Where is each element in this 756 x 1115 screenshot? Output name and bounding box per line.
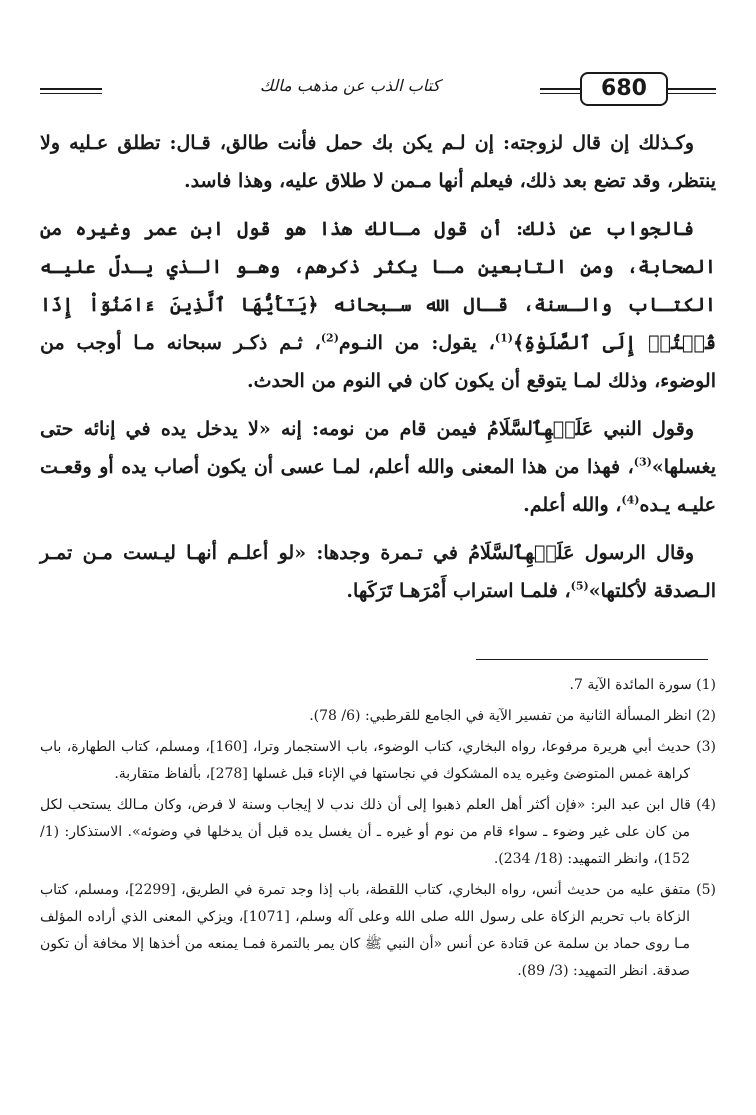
paragraph-1 bbox=[40, 124, 716, 200]
paragraph-4 bbox=[40, 534, 716, 610]
footnote-ref-4: (4) bbox=[621, 493, 640, 507]
footnote-2: (2) انظر المسألة الثانية من تفسير الآية في الجامع للقرطبي: (6/ 78). bbox=[309, 708, 716, 724]
paragraph-2-text-b: ، يقول: من النـوم bbox=[338, 332, 495, 354]
header-rule-right-bottom bbox=[668, 93, 716, 94]
main-text bbox=[40, 124, 716, 620]
footnote-separator bbox=[476, 659, 708, 660]
footnote-3: (3) حديث أبي هريرة مرفوعا، رواه البخاري، كتاب الوضوء، باب الاستجمار وترا، [160]، ومسلم، كتاب الطهارة، باب كراهة غمس المتوضئ وغيره يده المشكوك في نجاستها في الإناء قبل غسلها [278]، بألفاظ متقاربة. bbox=[40, 739, 716, 782]
header-rule-left-top bbox=[40, 88, 102, 90]
footnote-ref-5: (5) bbox=[570, 579, 589, 593]
paragraph-4-text-b: ، فلمـا استراب أَمْرَهـا تَرَكَها. bbox=[346, 580, 571, 602]
paragraph-2-text-c: ، ثـم ذكـر سبحانه مـا أوجب من الوضوء، وذلك لمـا يتوقع أن يكون كان في النوم من الحدث. bbox=[40, 332, 716, 392]
footnote-4: (4) قال ابن عبد البر: «فإن أكثر أهل العلم ذهبوا إلى أن ذلك ندب لا إيجاب وسنة لا فرض، وكان مـالك يستحب لكل من كان على غير وضوء ـ سواء قام من نوم أو غيره ـ أن يغسل يده قبل أن يدخلها في وضوئه». الاستذكار: (1/ 152)، وانظر التمهيد: (18/ 234). bbox=[40, 797, 716, 867]
footnote-5: (5) متفق عليه من حديث أنس، رواه البخاري، كتاب اللقطة، باب إذا وجد تمرة في الطريق، [2299]، ومسلم، كتاب الزكاة باب تحريم الزكاة على رسول الله صلى الله وعلى آله وسلم، [1071]، ويزكي المعنى الذي أراده المؤلف مـا روى حماد بن سلمة عن قتادة عن أنس «أن النبي ﷺ كان يمر بالتمرة فمـا يمنعه من أخذها إلا مخافة أن تكون صدقة. انظر التمهيد: (3/ 89). bbox=[40, 882, 717, 979]
footnote-ref-1: (1) bbox=[494, 331, 513, 345]
paragraph-1-text: وكـذلك إن قال لزوجته: إن لـم يكن بك حمل فأنت طالق، قـال: تطلق عـليه ولا ينتظر، وقد تضع بعد ذلك، فيعلم أنها مـمن لا طلاق عليه، وهذا فاسد. bbox=[40, 132, 716, 192]
paragraph-2-text-a: فالجواب عن ذلك: أن قول مـالك هذا هو قول ابن عمر وغيره من الصحابة، ومن التابعين مـا يكثر ذكرهم، وهـو الـذي يـدلّ عليـه الكتـاب والـسنة، قـال الله سـبحانه ﴿يَـٰٓأَيُّهَا ٱلَّذِينَ ءَامَنُوٓاْ إِذَا قُمۡتُمۡ إِلَى ٱلصَّلَوٰةِ﴾ bbox=[40, 218, 716, 354]
header-rule-middle-top bbox=[540, 88, 580, 90]
page-number: 680 bbox=[580, 72, 668, 106]
paragraph-3 bbox=[40, 410, 716, 524]
paragraph-3-text-a: وقول النبي عَلَيۡهِٱلسَّلَامُ فيمن قام من نومه: إنه «لا يدخل يده في إنائه حتى يغسلها» bbox=[40, 418, 716, 478]
page-header bbox=[40, 62, 716, 114]
running-title: كتاب الذب عن مذهب مالك bbox=[259, 76, 441, 95]
footnotes bbox=[40, 672, 716, 989]
footnote-ref-2: (2) bbox=[320, 331, 339, 345]
header-rule-left-bottom bbox=[40, 93, 102, 94]
paragraph-3-text-b: ، فهذا من هذا المعنى والله أعلم، لمـا عسى أن يكون أصاب يده أو وقعـت عليـه يـده bbox=[40, 456, 716, 516]
paragraph-4-text-a: وقال الرسول عَلَيۡهِٱلسَّلَامُ في تـمرة وجدها: «لو أعلـم أنهـا ليـست مـن تمـر الـصدقة لأكلتها» bbox=[40, 542, 716, 602]
header-rule-middle-bottom bbox=[540, 93, 580, 94]
footnote-1: (1) سورة المائدة الآية 7. bbox=[569, 677, 716, 693]
paragraph-3-text-c: ، والله أعلم. bbox=[523, 494, 622, 516]
header-rule-right-top bbox=[668, 88, 716, 90]
paragraph-2 bbox=[40, 210, 716, 400]
footnote-ref-3: (3) bbox=[633, 455, 652, 469]
